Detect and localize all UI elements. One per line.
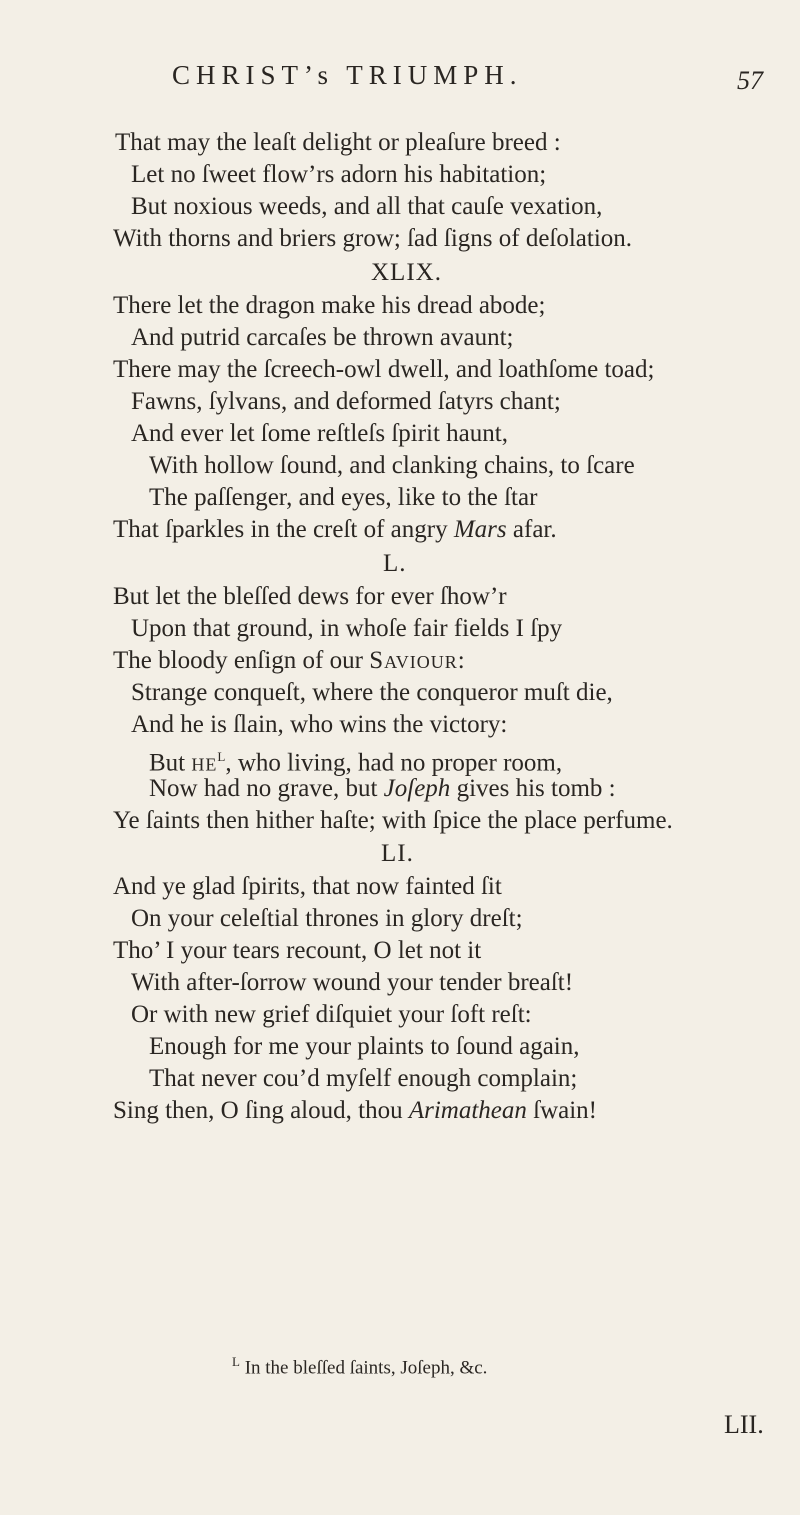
- verse-line: That never cou’d myſelf enough complain;: [149, 1065, 578, 1092]
- verse-line: Ye ſaints then hither haſte; with ſpice the place perfume.: [113, 807, 673, 834]
- verse-line: [113, 645, 465, 677]
- verse-text: Sing then, O ſing aloud, thou: [113, 1097, 409, 1124]
- verse-line: And he is ſlain, who wins the victory:: [131, 711, 508, 738]
- verse-line: With thorns and briers grow; ſad ſigns of deſolation.: [113, 225, 633, 252]
- verse-line: There let the dragon make his dread abode;: [113, 292, 546, 319]
- verse-line: The paſſenger, and eyes, like to the ſtar: [149, 484, 538, 511]
- verse-text: afar.: [506, 516, 557, 543]
- small-caps-word: he: [191, 749, 218, 777]
- stanza-number: L.: [383, 550, 407, 577]
- verse-line: [113, 514, 557, 546]
- verse-line: Let no ſweet flow’rs adorn his habitation;: [131, 161, 547, 188]
- verse-text: Now had no grave, but: [149, 775, 384, 802]
- footnote-reference: L: [217, 749, 226, 764]
- verse-line: On your celeſtial thrones in glory dreſt;: [131, 905, 523, 932]
- verse-line: Upon that ground, in whoſe fair fields I ſpy: [131, 615, 563, 642]
- verse-line: And ye glad ſpirits, that now fainted ſit: [113, 873, 502, 900]
- verse-line: Tho’ I your tears recount, O let not it: [113, 937, 482, 964]
- verse-line: Fawns, ſylvans, and deformed ſatyrs chant;: [131, 388, 561, 415]
- verse-line: Enough for me your plaints to ſound again,: [149, 1033, 580, 1060]
- stanza-number: XLIX.: [371, 259, 442, 286]
- verse-line: [149, 773, 616, 805]
- verse-text: gives his tomb :: [450, 775, 616, 802]
- italic-word: Arimathean: [408, 1097, 527, 1124]
- verse-line: Strange conqueſt, where the conqueror muſt die,: [131, 679, 613, 706]
- verse-line: And ever let ſome reſtleſs ſpirit haunt,: [131, 420, 508, 447]
- page-header: [0, 60, 800, 100]
- verse-text: The bloody enſign of our: [113, 647, 370, 674]
- footnote-text: In the bleſſed ſaints, Joſeph, &c.: [244, 1357, 488, 1379]
- verse-line: There may the ſcreech-owl dwell, and loathſome toad;: [113, 356, 655, 383]
- verse-text: But: [149, 749, 192, 777]
- verse-line: And putrid carcaſes be thrown avaunt;: [131, 324, 514, 351]
- verse-text: That ſparkles in the creſt of angry: [113, 516, 454, 543]
- verse-line: That may the leaſt delight or pleaſure breed :: [115, 129, 561, 156]
- verse-line: Or with new grief diſquiet your ſoft reſt:: [131, 1001, 532, 1028]
- catchword: LII.: [724, 1410, 764, 1439]
- small-caps-word: Saviour: [369, 647, 458, 674]
- italic-word: Mars: [453, 516, 507, 543]
- verse-line: With hollow ſound, and clanking chains, to ſcare: [149, 452, 635, 479]
- verse-line: [113, 1095, 597, 1127]
- footnote-mark: L: [232, 1354, 240, 1369]
- italic-word: Joſeph: [383, 775, 451, 802]
- verse-text: :: [457, 647, 465, 674]
- verse-text: , who living, had no proper room,: [225, 749, 563, 777]
- stanza-number: LI.: [381, 840, 414, 867]
- verse-line: But let the bleſſed dews for ever ſhow’r: [113, 583, 507, 610]
- verse-text: ſwain!: [526, 1097, 597, 1124]
- page-number: 57: [737, 66, 763, 95]
- verse-line: But noxious weeds, and all that cauſe vexation,: [131, 193, 603, 220]
- footnote: [232, 1354, 487, 1379]
- verse-line: With after-ſorrow wound your tender breaſt!: [131, 969, 574, 996]
- running-title: CHRIST’s TRIUMPH.: [172, 60, 523, 90]
